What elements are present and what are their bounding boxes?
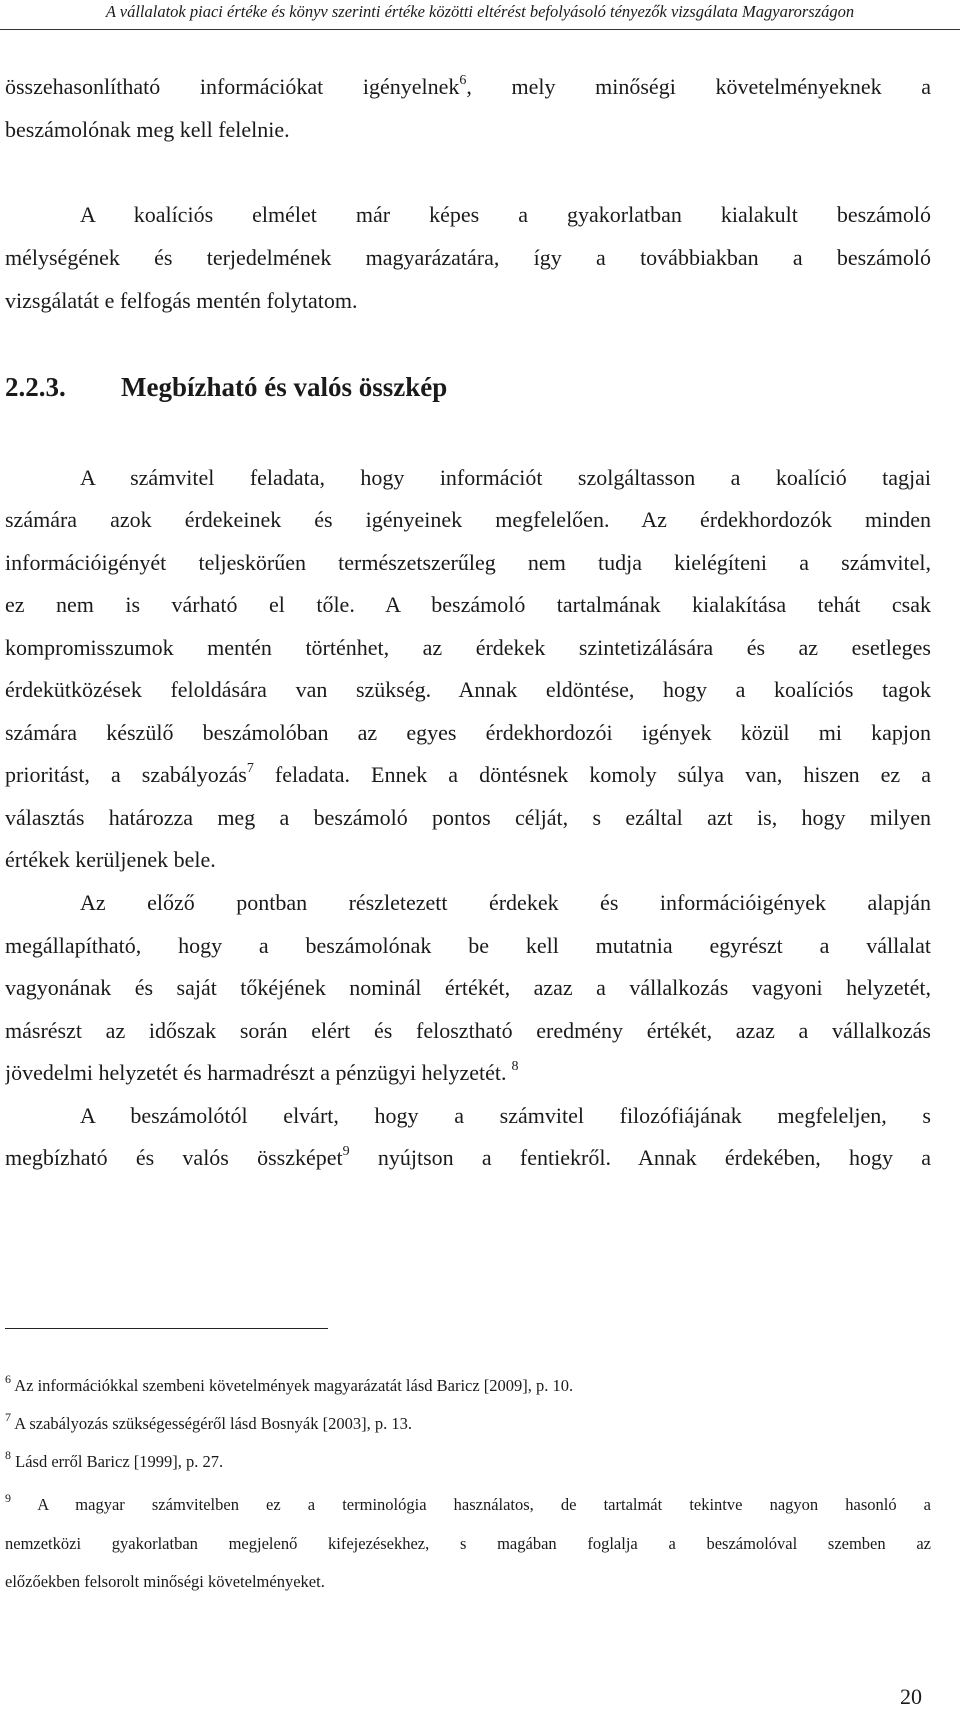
body-line: információigényét teljeskörűen természetszerűleg nem tudja kielégíteni a számvitel, [5, 550, 931, 575]
body-line: értékek kerüljenek bele. [5, 847, 216, 872]
body-line: számára azok érdekeinek és igényeinek megfelelően. Az érdekhordozók minden [5, 507, 931, 532]
body-line: ez nem is várható el tőle. A beszámoló tartalmának kialakítása tehát csak [5, 592, 931, 617]
body-line: összehasonlítható információkat igényelnek$^6$, mely minőségi követelményeknek a [5, 73, 931, 99]
footnote-mark: 9 [5, 1494, 11, 1505]
body-line: megbízható és valós összképet$^9$ nyújtson a fentiekről. Annak érdekében, hogy a [5, 1144, 931, 1170]
footnote-mark: 8 [5, 1451, 11, 1462]
footnote-6: $^6$ Az információkkal szembeni követelmények magyarázatát lásd Baricz [2009], p. 10. [5, 1375, 931, 1397]
body-line: másrészt az időszak során elért és felosztható eredmény értékét, azaz a vállalkozás [5, 1018, 931, 1043]
footnote-mark: 7 [5, 1413, 11, 1424]
footnote-ref: 6 [459, 73, 467, 88]
footnote-7: $^7$ A szabályozás szükségességéről lásd Bosnyák [2003], p. 13. [5, 1413, 931, 1435]
body-line: jövedelmi helyzetét és harmadrészt a pénzügyi helyzetét. $^8$ [5, 1059, 519, 1085]
body-line: kompromisszumok mentén történhet, az érdekek szintetizálására és az esetleges [5, 635, 931, 660]
body-line: választás határozza meg a beszámoló pontos célját, s ezáltal azt is, hogy milyen [5, 805, 931, 830]
body-line: mélységének és terjedelmének magyarázatára, így a továbbiakban a beszámoló [5, 245, 931, 270]
footnote-8: $^8$ Lásd erről Baricz [1999], p. 27. [5, 1451, 931, 1473]
footnote-9: $^9$ A magyar számvitelben ez a terminológia használatos, de tartalmát tekintve nagyon hasonló a [5, 1494, 931, 1516]
page-number: 20 [900, 1684, 922, 1709]
section-number: 2.2.3. [5, 372, 66, 402]
body-line: vagyonának és saját tőkéjének nominál értékét, azaz a vállalkozás vagyoni helyzetét, [5, 975, 931, 1000]
footnote-9-line: nemzetközi gyakorlatban megjelenő kifejezésekhez, s magában foglalja a beszámolóval szemben az [5, 1534, 931, 1553]
body-line: érdekütközések feloldására van szükség. Annak eldöntése, hogy a koalíciós tagok [5, 677, 931, 702]
footnote-ref: 8 [511, 1059, 519, 1074]
body-line: A beszámolótól elvárt, hogy a számvitel filozófiájának megfeleljen, s [80, 1103, 931, 1128]
footnote-9-line: előzőekben felsorolt minőségi követelményeket. [5, 1572, 325, 1591]
section-heading [5, 371, 905, 403]
body-line: Az előző pontban részletezett érdekek és információigények alapján [80, 890, 931, 915]
body-line: prioritást, a szabályozás$^7$ feladata. Ennek a döntésnek komoly súlya van, hiszen ez a [5, 761, 931, 787]
body-line: számára készülő beszámolóban az egyes érdekhordozói igények közül mi kapjon [5, 720, 931, 745]
footnote-separator [5, 1328, 328, 1329]
footnote-mark: 6 [5, 1375, 11, 1386]
footnote-ref: 7 [246, 761, 254, 776]
body-line: vizsgálatát e felfogás mentén folytatom. [5, 288, 358, 313]
body-line: beszámolónak meg kell felelnie. [5, 117, 290, 142]
section-title: Megbízható és valós összkép [121, 372, 448, 402]
running-header: A vállalatok piaci értéke és könyv szerinti értéke közötti eltérést befolyásoló tényezők vizsgálata Magyarországon [105, 2, 855, 21]
header-divider [0, 29, 960, 30]
body-line: megállapítható, hogy a beszámolónak be kell mutatnia egyrészt a vállalat [5, 933, 931, 958]
body-line: A számvitel feladata, hogy információt szolgáltasson a koalíció tagjai [80, 465, 931, 490]
footnote-ref: 9 [342, 1144, 350, 1159]
body-line: A koalíciós elmélet már képes a gyakorlatban kialakult beszámoló [80, 202, 931, 227]
